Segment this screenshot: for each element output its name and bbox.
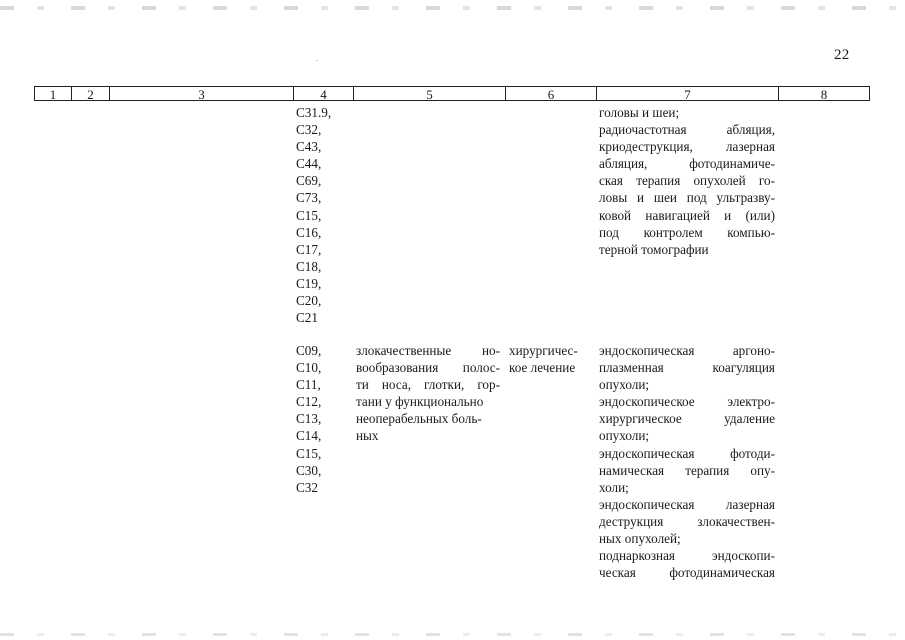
code-item: C69, xyxy=(296,173,322,189)
code-item: C21 xyxy=(296,310,318,326)
treatment-line: абляция, фотодинамиче- xyxy=(599,156,775,172)
code-item: C10, xyxy=(296,360,322,376)
column-header-7: 7 xyxy=(597,87,779,100)
diagnosis-line: неоперабельных боль- xyxy=(356,411,482,427)
treatment-line: криодеструкция, лазерная xyxy=(599,139,775,155)
row2-codes xyxy=(296,342,350,496)
code-item: C15, xyxy=(296,207,322,223)
treatment-line: эндоскопическая фотоди- xyxy=(599,445,775,461)
diagnosis-line: злокачественные но- xyxy=(356,343,500,358)
row1-codes xyxy=(296,104,350,326)
row1-treatment-methods xyxy=(599,104,775,258)
treatment-type-line: кое лечение xyxy=(509,360,576,376)
row2-treatment-methods xyxy=(599,342,775,581)
treatment-line: деструкция злокачествен- xyxy=(599,513,775,529)
treatment-line: эндоскопическое электро- xyxy=(599,394,775,410)
treatment-line: ных опухолей; xyxy=(599,531,681,547)
treatment-line: ская терапия опухолей го- xyxy=(599,173,775,189)
treatment-line: ческая фотодинамическая xyxy=(599,565,775,581)
code-item: C16, xyxy=(296,224,322,240)
code-item: C11, xyxy=(296,377,321,393)
treatment-line: под контролем компью- xyxy=(599,224,775,240)
diagnosis-line: вообразования полос- xyxy=(356,360,500,376)
code-item: C19, xyxy=(296,275,322,291)
column-header-8: 8 xyxy=(820,87,828,102)
column-header-2: 2 xyxy=(72,87,110,100)
column-header-4: 4 xyxy=(294,87,354,100)
column-header-3: 3 xyxy=(110,87,294,100)
treatment-line: опухоли; xyxy=(599,428,650,444)
treatment-line: ковой навигацией и (или) xyxy=(599,207,775,223)
row2-treatment-type xyxy=(509,342,591,376)
code-item: C20, xyxy=(296,293,322,309)
treatment-line: опухоли; xyxy=(599,377,650,393)
scan-artifact-bottom xyxy=(0,633,905,636)
code-item: C44, xyxy=(296,156,322,172)
diagnosis-line: ных xyxy=(356,428,379,444)
code-item: C17, xyxy=(296,241,322,257)
code-item: C09, xyxy=(296,343,322,358)
code-item: C43, xyxy=(296,139,322,155)
code-item: C13, xyxy=(296,411,322,427)
treatment-line: эндоскопическая лазерная xyxy=(599,496,775,512)
treatment-line: ловы и шеи под ультразву- xyxy=(599,190,775,206)
page-number: 22 xyxy=(834,47,850,63)
code-item: C73, xyxy=(296,190,322,206)
treatment-line: головы и шеи; xyxy=(599,105,680,120)
treatment-type-line: хирургичес- xyxy=(509,343,578,358)
treatment-line: терной томографии xyxy=(599,241,709,257)
code-item: C30, xyxy=(296,462,322,478)
column-header-5: 5 xyxy=(354,87,506,100)
diagnosis-line: ти носа, глотки, гор- xyxy=(356,377,500,393)
treatment-line: хирургическое удаление xyxy=(599,411,775,427)
code-item: C31.9, xyxy=(296,105,332,120)
treatment-line: намическая терапия опу- xyxy=(599,462,775,478)
table-header-row xyxy=(34,86,870,101)
code-item: C12, xyxy=(296,394,322,410)
code-item: C14, xyxy=(296,428,322,444)
code-item: C18, xyxy=(296,258,322,274)
treatment-line: плазменная коагуляция xyxy=(599,360,775,376)
scan-speck xyxy=(316,60,318,61)
treatment-line: эндоскопическая аргоно- xyxy=(599,343,775,358)
code-item: C32 xyxy=(296,479,318,495)
scan-artifact-top xyxy=(0,6,905,10)
column-header-6: 6 xyxy=(506,87,597,100)
code-item: C15, xyxy=(296,445,322,461)
treatment-line: поднаркозная эндоскопи- xyxy=(599,548,775,564)
column-header-1: 1 xyxy=(35,87,72,100)
row2-diagnosis xyxy=(356,342,500,445)
treatment-line: радиочастотная абляция, xyxy=(599,122,775,138)
treatment-line: холи; xyxy=(599,479,629,495)
code-item: C32, xyxy=(296,122,322,138)
diagnosis-line: тани у функционально xyxy=(356,394,484,410)
